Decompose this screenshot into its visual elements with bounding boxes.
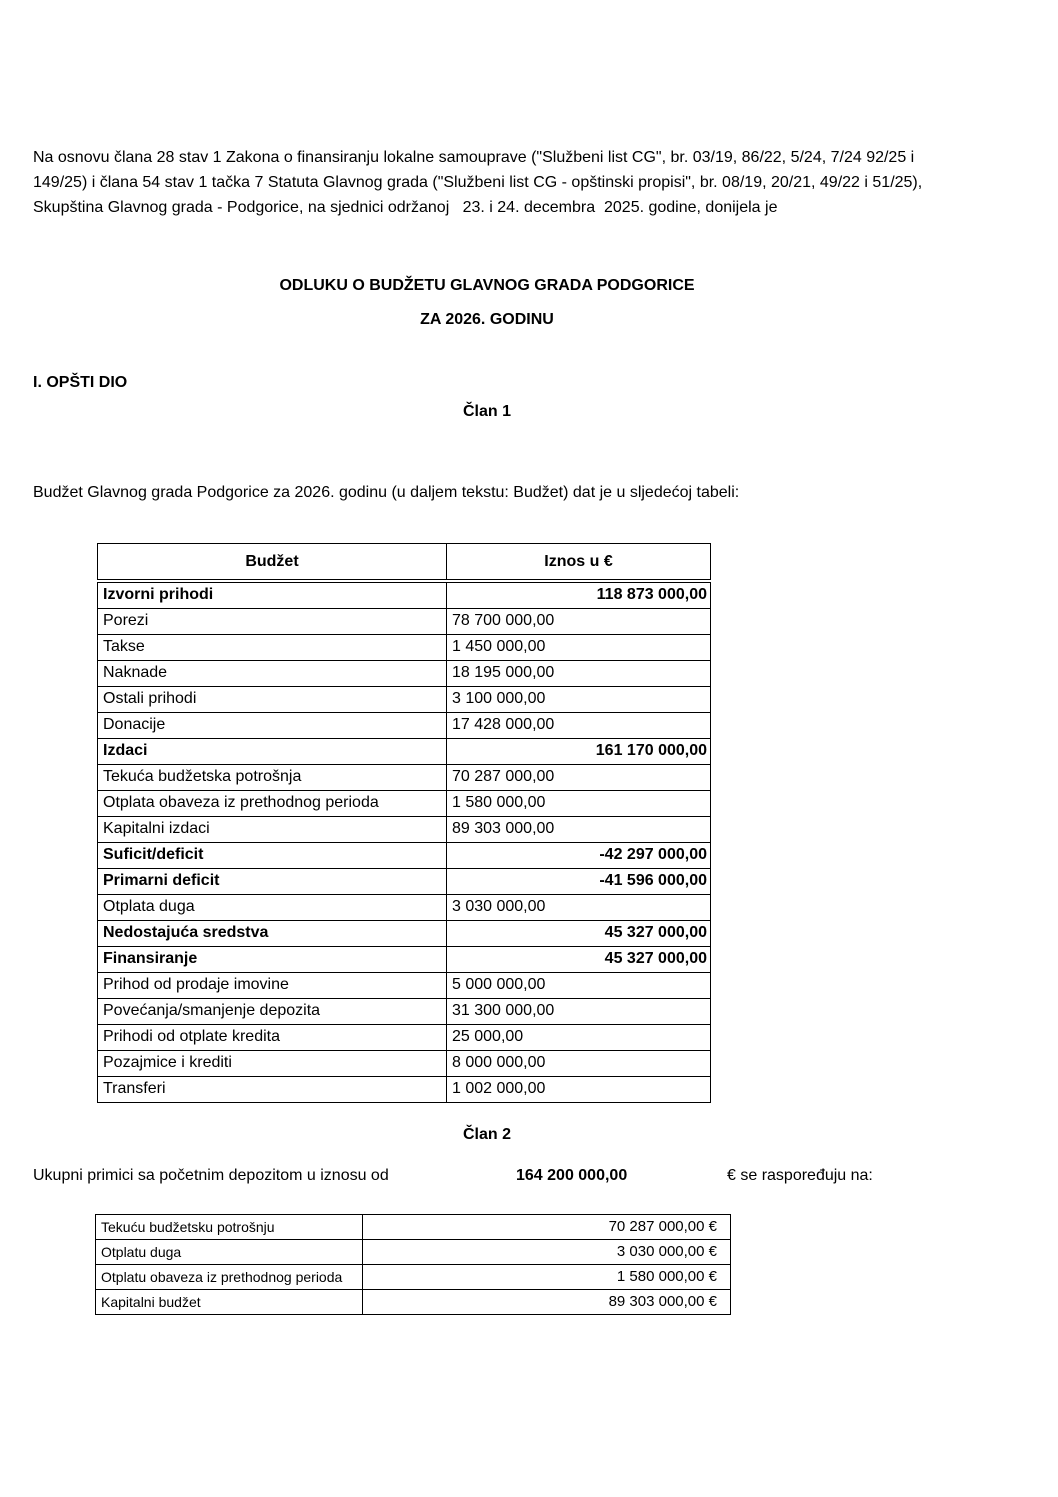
budget-table <box>97 543 711 1103</box>
budget-table-row <box>98 1077 711 1103</box>
budget-row-label: Transferi <box>98 1077 447 1103</box>
budget-row-label: Izdaci <box>98 739 447 765</box>
budget-row-value: 78 700 000,00 <box>447 609 711 635</box>
budget-table-row <box>98 1025 711 1051</box>
budget-row-value: 70 287 000,00 <box>447 765 711 791</box>
allocation-row-label: Kapitalni budžet <box>96 1290 363 1315</box>
budget-row-value: 3 100 000,00 <box>447 687 711 713</box>
budget-row-label: Ostali prihodi <box>98 687 447 713</box>
budget-table-header-amount: Iznos u € <box>447 544 711 582</box>
budget-table-header-row <box>98 544 711 582</box>
section-heading: I. OPŠTI DIO <box>33 374 128 391</box>
budget-row-label: Naknade <box>98 661 447 687</box>
budget-row-label: Otplata duga <box>98 895 447 921</box>
budget-table-row <box>98 921 711 947</box>
budget-table-row <box>98 661 711 687</box>
intro-paragraph <box>33 145 1025 220</box>
allocation-row-value: 89 303 000,00 € <box>363 1290 731 1315</box>
budget-table-row <box>98 895 711 921</box>
article-1-text: Budžet Glavnog grada Podgorice za 2026. godinu (u daljem tekstu: Budžet) dat je u sljedećoj tabeli: <box>33 484 740 501</box>
allocation-row-value: 70 287 000,00 € <box>363 1215 731 1240</box>
allocation-table <box>95 1214 731 1315</box>
allocation-row-label: Otplatu duga <box>96 1240 363 1265</box>
budget-row-value: 45 327 000,00 <box>447 921 711 947</box>
article-2-amount: 164 200 000,00 <box>516 1167 628 1184</box>
allocation-table-row <box>96 1290 731 1315</box>
article-1-heading: Član 1 <box>462 403 511 420</box>
budget-row-value: 8 000 000,00 <box>447 1051 711 1077</box>
page-title-line-2: ZA 2026. GODINU <box>420 311 554 328</box>
budget-row-label: Donacije <box>98 713 447 739</box>
budget-row-label: Otplata obaveza iz prethodnog perioda <box>98 791 447 817</box>
budget-table-row <box>98 791 711 817</box>
budget-row-value: 161 170 000,00 <box>447 739 711 765</box>
budget-row-value: 1 580 000,00 <box>447 791 711 817</box>
allocation-table-row <box>96 1215 731 1240</box>
budget-row-value: 118 873 000,00 <box>447 581 711 609</box>
budget-table-row <box>98 973 711 999</box>
budget-table-row <box>98 581 711 609</box>
budget-table-row <box>98 739 711 765</box>
budget-table-row <box>98 765 711 791</box>
budget-row-label: Finansiranje <box>98 947 447 973</box>
budget-table-row <box>98 869 711 895</box>
budget-row-value: 1 450 000,00 <box>447 635 711 661</box>
allocation-table-row <box>96 1240 731 1265</box>
budget-table-row <box>98 635 711 661</box>
budget-row-label: Takse <box>98 635 447 661</box>
budget-row-label: Prihodi od otplate kredita <box>98 1025 447 1051</box>
budget-row-value: 1 002 000,00 <box>447 1077 711 1103</box>
budget-table-header-label: Budžet <box>98 544 447 582</box>
allocation-row-value: 1 580 000,00 € <box>363 1265 731 1290</box>
budget-row-value: 18 195 000,00 <box>447 661 711 687</box>
budget-table-row <box>98 609 711 635</box>
budget-row-label: Povećanja/smanjenje depozita <box>98 999 447 1025</box>
intro-line-2: 149/25) i člana 54 stav 1 tačka 7 Statuta Glavnog grada ("Službeni list CG - opštinski propisi", br. 08/19, 20/21, 49/22 i 51/25), <box>33 174 923 191</box>
budget-table-row <box>98 1051 711 1077</box>
article-2-text <box>33 1166 1025 1186</box>
budget-row-label: Porezi <box>98 609 447 635</box>
budget-table-row <box>98 713 711 739</box>
allocation-table-row <box>96 1265 731 1290</box>
article-2-suffix: € se raspoređuju na: <box>727 1167 873 1184</box>
budget-row-label: Nedostajuća sredstva <box>98 921 447 947</box>
intro-line-1: Na osnovu člana 28 stav 1 Zakona o finansiranju lokalne samouprave ("Službeni list CG", br. 03/19, 86/22, 5/24, 7/24 92/25 i <box>33 149 915 166</box>
budget-table-row <box>98 687 711 713</box>
budget-table-row <box>98 817 711 843</box>
budget-row-value: 17 428 000,00 <box>447 713 711 739</box>
article-2-heading: Član 2 <box>462 1126 511 1143</box>
budget-row-value: 89 303 000,00 <box>447 817 711 843</box>
budget-row-value: 3 030 000,00 <box>447 895 711 921</box>
budget-row-label: Kapitalni izdaci <box>98 817 447 843</box>
budget-row-label: Pozajmice i krediti <box>98 1051 447 1077</box>
budget-table-row <box>98 999 711 1025</box>
budget-table-row <box>98 843 711 869</box>
budget-row-label: Suficit/deficit <box>98 843 447 869</box>
budget-row-label: Izvorni prihodi <box>98 581 447 609</box>
budget-table-row <box>98 947 711 973</box>
budget-row-label: Tekuća budžetska potrošnja <box>98 765 447 791</box>
budget-row-label: Prihod od prodaje imovine <box>98 973 447 999</box>
budget-row-value: 31 300 000,00 <box>447 999 711 1025</box>
budget-row-value: 5 000 000,00 <box>447 973 711 999</box>
budget-row-value: -42 297 000,00 <box>447 843 711 869</box>
allocation-row-value: 3 030 000,00 € <box>363 1240 731 1265</box>
page-title-line-1: ODLUKU O BUDŽETU GLAVNOG GRADA PODGORICE <box>279 277 695 294</box>
budget-row-value: -41 596 000,00 <box>447 869 711 895</box>
allocation-row-label: Tekuću budžetsku potrošnju <box>96 1215 363 1240</box>
budget-row-label: Primarni deficit <box>98 869 447 895</box>
budget-row-value: 25 000,00 <box>447 1025 711 1051</box>
intro-line-3: Skupština Glavnog grada - Podgorice, na sjednici održanoj 23. i 24. decembra 2025. godine, donijela je <box>33 199 778 216</box>
article-2-prefix: Ukupni primici sa početnim depozitom u iznosu od <box>33 1167 389 1184</box>
allocation-row-label: Otplatu obaveza iz prethodnog perioda <box>96 1265 363 1290</box>
budget-row-value: 45 327 000,00 <box>447 947 711 973</box>
